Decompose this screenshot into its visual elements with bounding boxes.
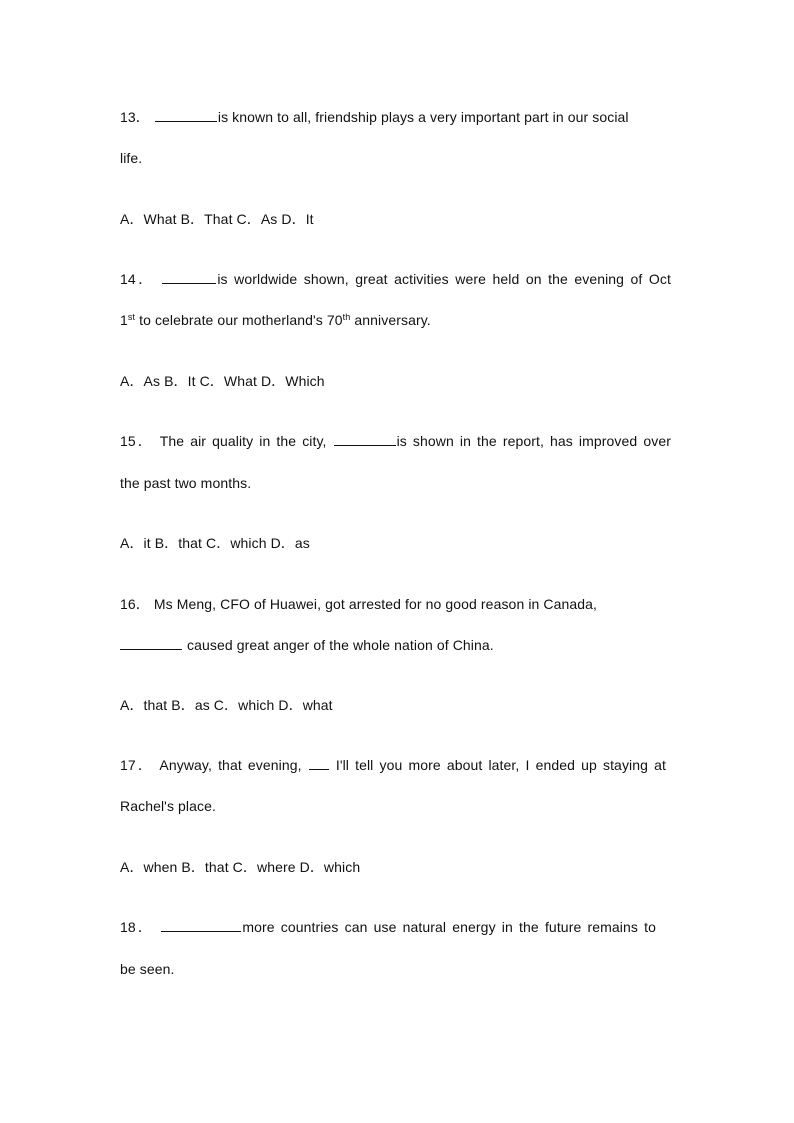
- answer-options: A．As B．It C．What D．Which: [120, 373, 325, 389]
- question-13-options: [120, 210, 680, 228]
- question-text: to celebrate our motherland's 70: [135, 312, 343, 328]
- question-13-line-2: [120, 149, 680, 167]
- question-text: I'll tell you more about later, I ended up staying at: [329, 757, 666, 773]
- answer-blank: [162, 270, 216, 284]
- question-text: Ms Meng, CFO of Huawei, got arrested for no good reason in Canada,: [153, 596, 598, 612]
- question-text: the past two months.: [120, 475, 252, 491]
- question-16-options: [120, 696, 680, 714]
- question-number: 17．: [120, 757, 155, 773]
- question-13-line-1: [120, 108, 680, 126]
- answer-options: A．that B．as C．which D．what: [120, 697, 333, 713]
- question-number: 18．: [120, 919, 155, 935]
- question-text: The air quality in the city,: [159, 433, 333, 449]
- question-15-options: [120, 534, 680, 552]
- question-14-line-1: [120, 270, 671, 288]
- question-16-line-1: [120, 595, 680, 613]
- question-text: anniversary.: [350, 312, 431, 328]
- question-text: is known to all, friendship plays a very important part in our social: [217, 109, 629, 125]
- question-text: be seen.: [120, 961, 175, 977]
- question-text: Anyway, that evening,: [159, 757, 308, 773]
- question-14-options: [120, 372, 680, 390]
- question-18-line-1: [120, 918, 656, 936]
- question-text: more countries can use natural energy in the future remains to: [242, 919, 656, 935]
- answer-blank: [161, 918, 241, 932]
- answer-options: A．when B．that C．where D．which: [120, 859, 361, 875]
- question-text: caused great anger of the whole nation of China.: [183, 637, 494, 653]
- question-number: 13．: [120, 109, 150, 125]
- answer-options: A．What B．That C．As D．It: [120, 211, 314, 227]
- answer-blank: [334, 432, 396, 446]
- question-number: 14．: [120, 271, 155, 287]
- question-17-line-1: [120, 756, 666, 774]
- question-text: Rachel's place.: [120, 798, 216, 814]
- question-text: is shown in the report, has improved over: [396, 433, 671, 449]
- question-16-line-2: [120, 636, 680, 654]
- answer-blank: [309, 756, 329, 770]
- ordinal-suffix: th: [342, 312, 351, 322]
- answer-options: A．it B．that C．which D．as: [120, 535, 310, 551]
- question-text: life.: [120, 150, 143, 166]
- question-number: 15．: [120, 433, 154, 449]
- question-text: is worldwide shown, great activities were held on the evening of Oct: [217, 271, 671, 287]
- question-17-line-2: [120, 797, 680, 815]
- question-17-options: [120, 858, 680, 876]
- ordinal-suffix: st: [127, 312, 136, 322]
- question-15-line-2: [120, 474, 680, 492]
- question-text: 1: [120, 312, 128, 328]
- question-15-line-1: [120, 432, 671, 450]
- answer-blank: [155, 108, 217, 122]
- question-number: 16．: [120, 596, 150, 612]
- question-18-line-2: [120, 960, 680, 978]
- answer-blank: [120, 636, 182, 650]
- question-14-line-2: [120, 311, 680, 329]
